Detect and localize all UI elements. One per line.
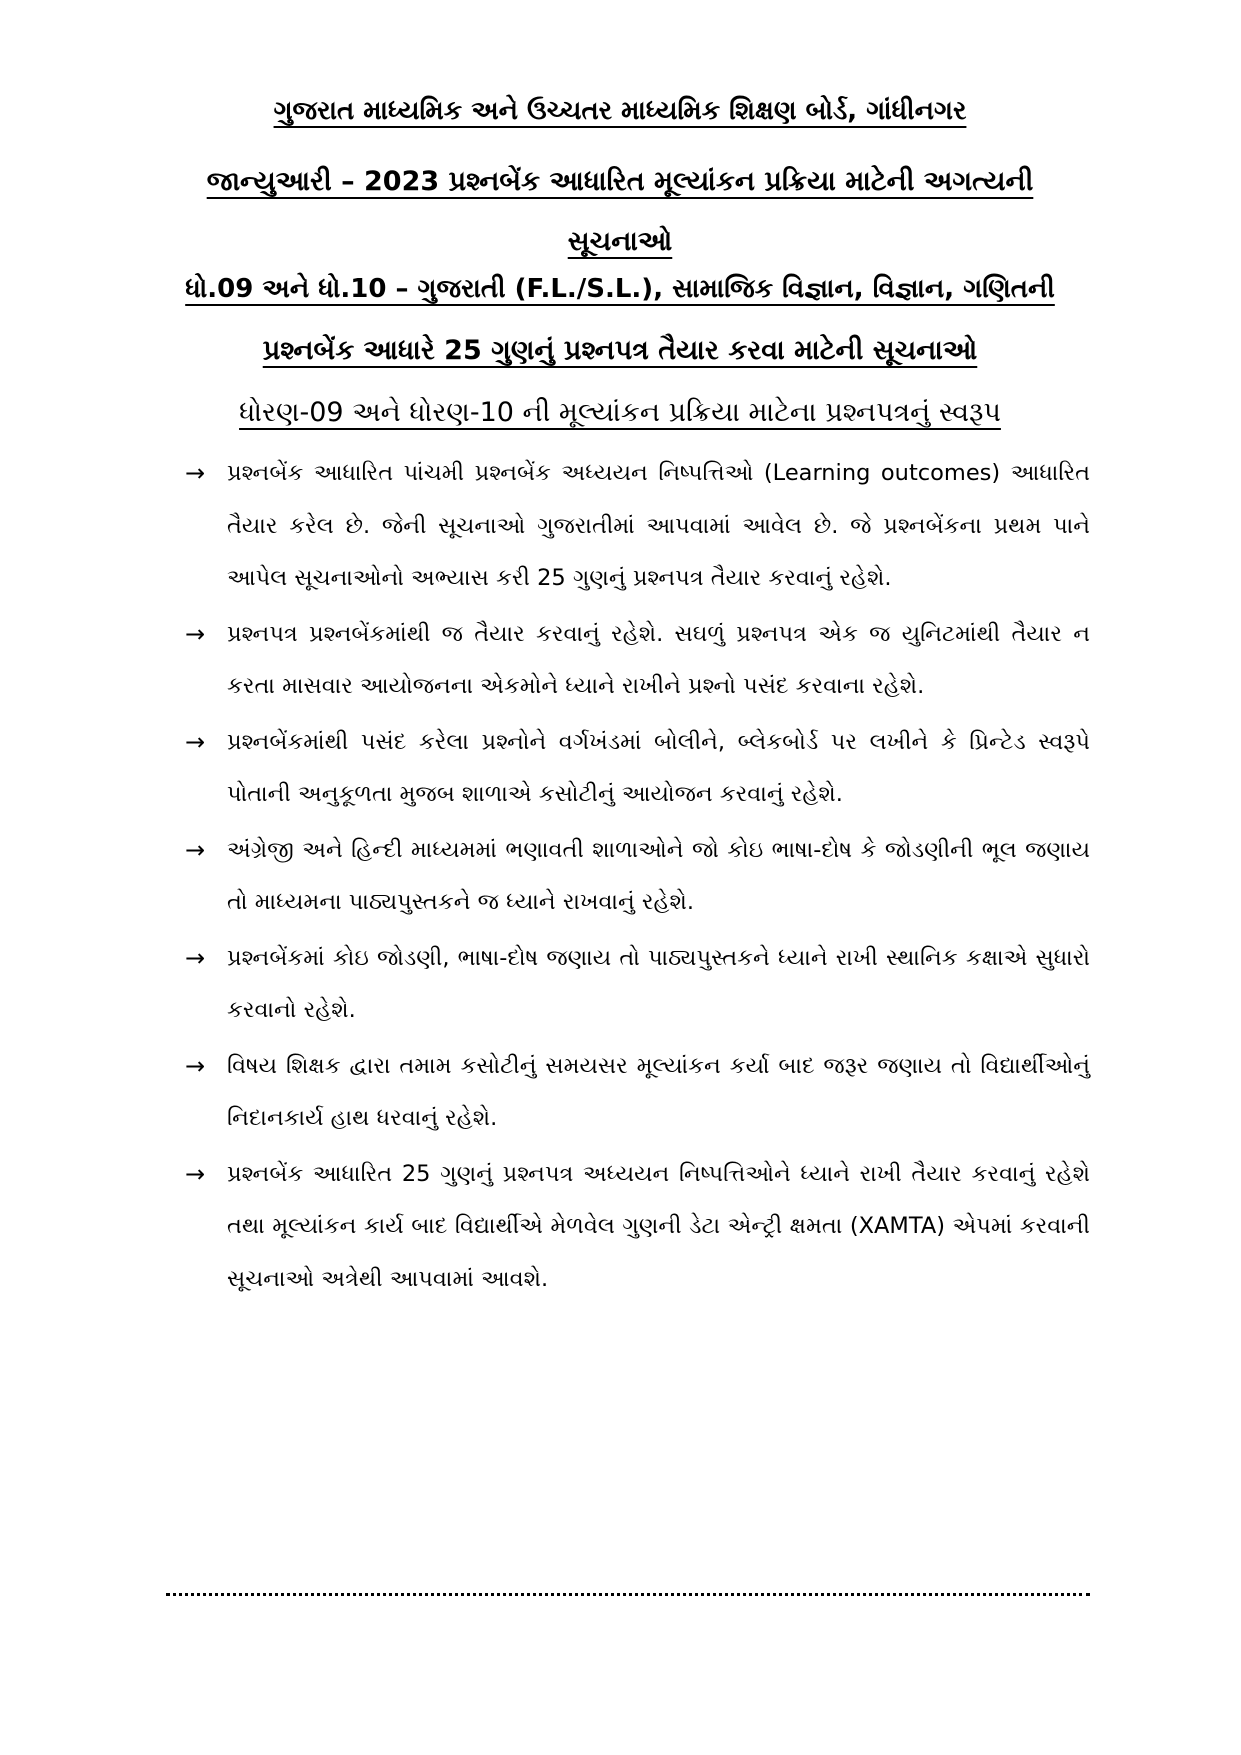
list-item-text: પ્રશ્નબેંક આધારિત પાંચમી પ્રશ્નબેંક અધ્યયન નિષ્પત્તિઓ (Learning outcomes) આધારિત તૈયાર કરેલ છે. જેની સૂચનાઓ ગુજરાતીમાં આપવામાં આવેલ છે. જે પ્રશ્નબેંકના પ્રથમ પાને આપેલ સૂચનાઓનો અભ્યાસ કરી 25 ગુણનું પ્રશ્નપત્ર તૈયાર કરવાનું રહેશે. bbox=[227, 460, 1090, 591]
board-heading: ગુજરાત માધ્યમિક અને ઉચ્ચતર માધ્યમિક શિક્ષણ બોર્ડ, ગાંધીનગર bbox=[273, 96, 967, 126]
list-item-text: વિષય શિક્ષક દ્વારા તમામ કસોટીનું સમયસર મૂલ્યાંકન કર્યા બાદ જરૂર જણાય તો વિદ્યાર્થીઓનું નિદાનકાર્ય હાથ ધરવાનું રહેશે. bbox=[227, 1052, 1090, 1131]
instructions-heading: જાન્યુઆરી – 2023 પ્રશ્નબેંક આધારિત મૂલ્યાંકન પ્રક્રિયા માટેની અગત્યની સૂચનાઓ bbox=[206, 166, 1034, 257]
list-item-text: પ્રશ્નબેંકમાં કોઇ જોડણી, ભાષા-દોષ જણાય તો પાઠ્યપુસ્તકને ધ્યાને રાખી સ્થાનિક કક્ષાએ સુધારો કરવાનો રહેશે. bbox=[227, 944, 1090, 1023]
list-item-text: પ્રશ્નપત્ર પ્રશ્નબેંકમાંથી જ તૈયાર કરવાનું રહેશે. સઘળું પ્રશ્નપત્ર એક જ યુનિટમાંથી તૈયાર ન કરતા માસવાર આયોજનના એકમોને ધ્યાને રાખીને પ્રશ્નો પસંદ કરવાના રહેશે. bbox=[227, 620, 1090, 699]
list-item-text: પ્રશ્નબેંકમાંથી પસંદ કરેલા પ્રશ્નોને વર્ગખંડમાં બોલીને, બ્લેકબોર્ડ પર લખીને કે પ્રિન્ટેડ સ્વરૂપે પોતાની અનુકૂળતા મુજબ શાળાએ કસોટીનું આયોજન કરવાનું રહેશે. bbox=[227, 728, 1090, 807]
paper-heading: પ્રશ્નબેંક આધારે 25 ગુણનું પ્રશ્નપત્ર તૈયાર કરવા માટેની સૂચનાઓ bbox=[262, 335, 978, 366]
list-item-text: પ્રશ્નબેંક આધારિત 25 ગુણનું પ્રશ્નપત્ર અધ્યયન નિષ્પત્તિઓને ધ્યાને રાખી તૈયાર કરવાનું રહેશે તથા મૂલ્યાંકન કાર્ય બાદ વિદ્યાર્થીએ મેળવેલ ગુણની ડેટા એન્ટ્રી ક્ષમતા (XAMTA) એપમાં કરવાની સૂચનાઓ અત્રેથી આપવામાં આવશે. bbox=[227, 1160, 1090, 1292]
arrow-icon: → bbox=[185, 1159, 206, 1188]
list-item bbox=[185, 608, 1090, 713]
list-item bbox=[185, 932, 1090, 1037]
dotted-separator bbox=[166, 1593, 1090, 1596]
format-heading: ધોરણ-09 અને ધોરણ-10 ની મૂલ્યાંકન પ્રક્રિયા માટેના પ્રશ્નપત્રનું સ્વરૂપ bbox=[239, 397, 1001, 428]
list-item bbox=[185, 1040, 1090, 1145]
instruction-list bbox=[185, 447, 1090, 1308]
arrow-icon: → bbox=[185, 943, 206, 972]
list-item-text: અંગ્રેજી અને હિન્દી માધ્યમમાં ભણાવતી શાળાઓને જો કોઇ ભાષા-દોષ કે જોડણીની ભૂલ જણાય તો માધ્યમના પાઠ્યપુસ્તકને જ ધ્યાને રાખવાનું રહેશે. bbox=[227, 836, 1090, 915]
arrow-icon: → bbox=[185, 459, 206, 487]
list-item bbox=[185, 716, 1090, 821]
arrow-icon: → bbox=[185, 835, 206, 864]
list-item bbox=[185, 824, 1090, 929]
arrow-icon: → bbox=[185, 727, 206, 756]
subjects-heading: ધો.09 અને ધો.10 – ગુજરાતી (F.L./S.L.), સામાજિક વિજ્ઞાન, વિજ્ઞાન, ગણિતની bbox=[185, 274, 1055, 304]
list-item bbox=[185, 447, 1090, 605]
arrow-icon: → bbox=[185, 1051, 206, 1080]
list-item bbox=[185, 1148, 1090, 1306]
arrow-icon: → bbox=[185, 619, 206, 648]
